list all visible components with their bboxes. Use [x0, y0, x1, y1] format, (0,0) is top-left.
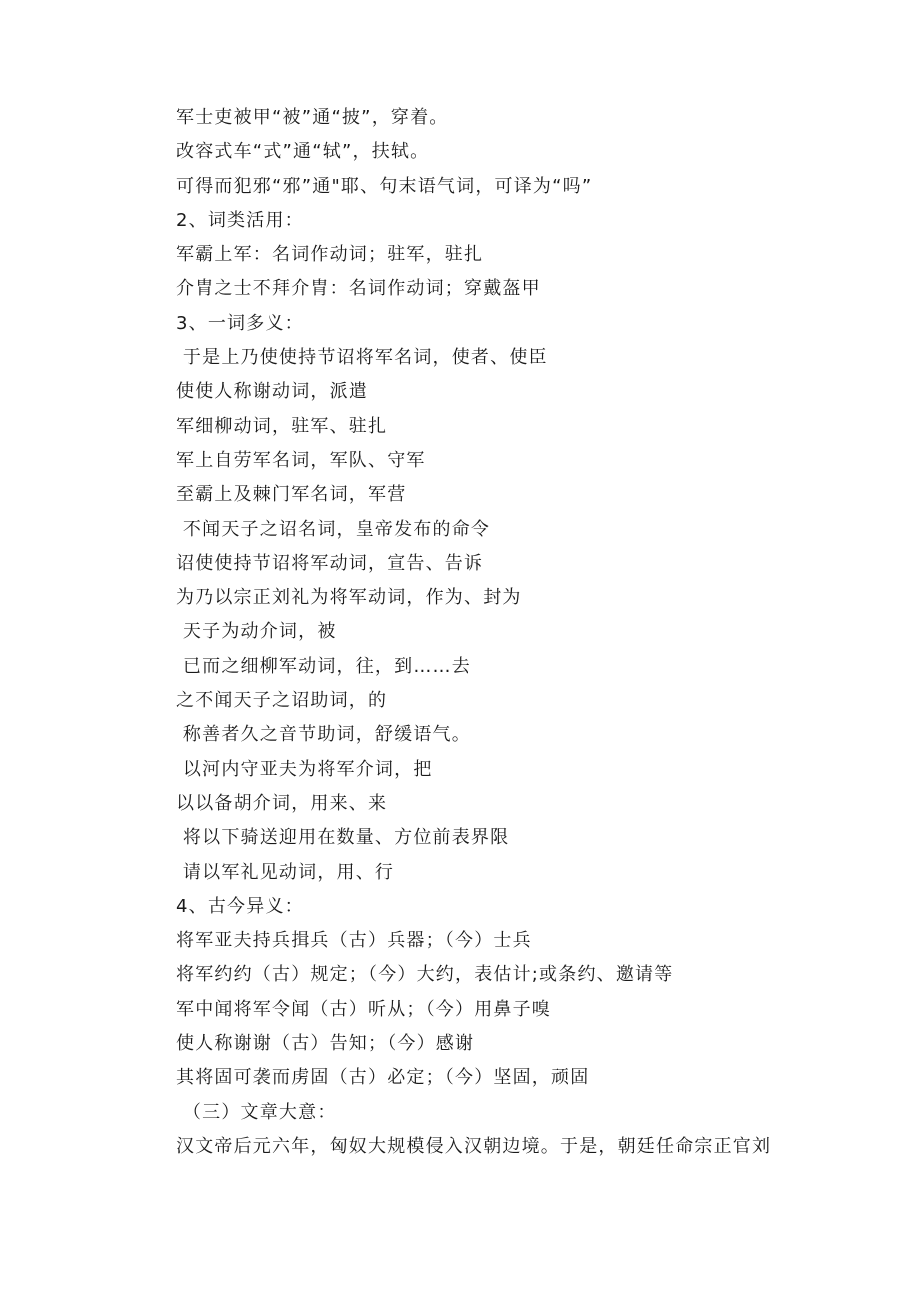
text-line: 将军约约（古）规定；（今）大约，表估计;或条约、邀请等 [176, 964, 674, 986]
text-line: 天子为动介词，被 [176, 621, 337, 643]
text-line: 使使人称谢动词，派遣 [176, 381, 368, 403]
text-line: 介胄之士不拜介胄：名词作动词；穿戴盔甲 [176, 278, 541, 300]
text-line: 使人称谢谢（古）告知；（今）感谢 [176, 1033, 475, 1055]
section-heading: 4、古今异义： [176, 895, 304, 917]
text-line: 军上自劳军名词，军队、守军 [176, 449, 426, 471]
section-heading: 2、词类活用： [176, 209, 304, 231]
text-line: 以河内守亚夫为将军介词，把 [176, 758, 433, 780]
text-line: 已而之细柳军动词，往，到……去 [176, 655, 471, 677]
text-line: 为乃以宗正刘礼为将军动词，作为、封为 [176, 587, 522, 609]
text-line: 诏使使持节诏将军动词，宣告、告诉 [176, 552, 484, 574]
document-body [176, 101, 816, 1164]
text-line: 之不闻天子之诏助词，的 [176, 690, 388, 712]
text-line: 请以军礼见动词，用、行 [176, 861, 395, 883]
text-line: 于是上乃使使持节诏将军名词，使者、使臣 [176, 347, 548, 369]
text-line: 汉文帝后元六年，匈奴大规模侵入汉朝边境。于是，朝廷任命宗正官刘 [176, 1135, 772, 1157]
text-line: 军细柳动词，驻军、驻扎 [176, 415, 388, 437]
text-line: 将军亚夫持兵揖兵（古）兵器；（今）士兵 [176, 930, 532, 952]
text-line: 将以下骑送迎用在数量、方位前表界限 [176, 827, 510, 849]
text-line: 可得而犯邪“邪”通"耶、句末语气词，可译为“吗” [176, 175, 593, 197]
section-heading: （三）文章大意： [176, 1101, 337, 1123]
text-line: 改容式车“式”通“轼”，扶轼。 [176, 141, 430, 163]
section-heading: 3、一词多义： [176, 312, 304, 334]
text-line: 以以备胡介词，用来、来 [176, 792, 388, 814]
text-line: 军霸上军：名词作动词；驻军，驻扎 [176, 244, 484, 266]
text-line: 军中闻将军令闻（古）听从；（今）用鼻子嗅 [176, 998, 551, 1020]
text-line: 军士吏被甲“被”通“披”，穿着。 [176, 107, 449, 128]
text-line: 不闻天子之诏名词，皇帝发布的命令 [176, 518, 491, 540]
text-line: 称善者久之音节助词，舒缓语气。 [176, 724, 471, 746]
text-line: 至霸上及棘门军名词，军营 [176, 484, 407, 506]
text-line: 其将固可袭而虏固（古）必定；（今）坚固，顽固 [176, 1067, 590, 1089]
